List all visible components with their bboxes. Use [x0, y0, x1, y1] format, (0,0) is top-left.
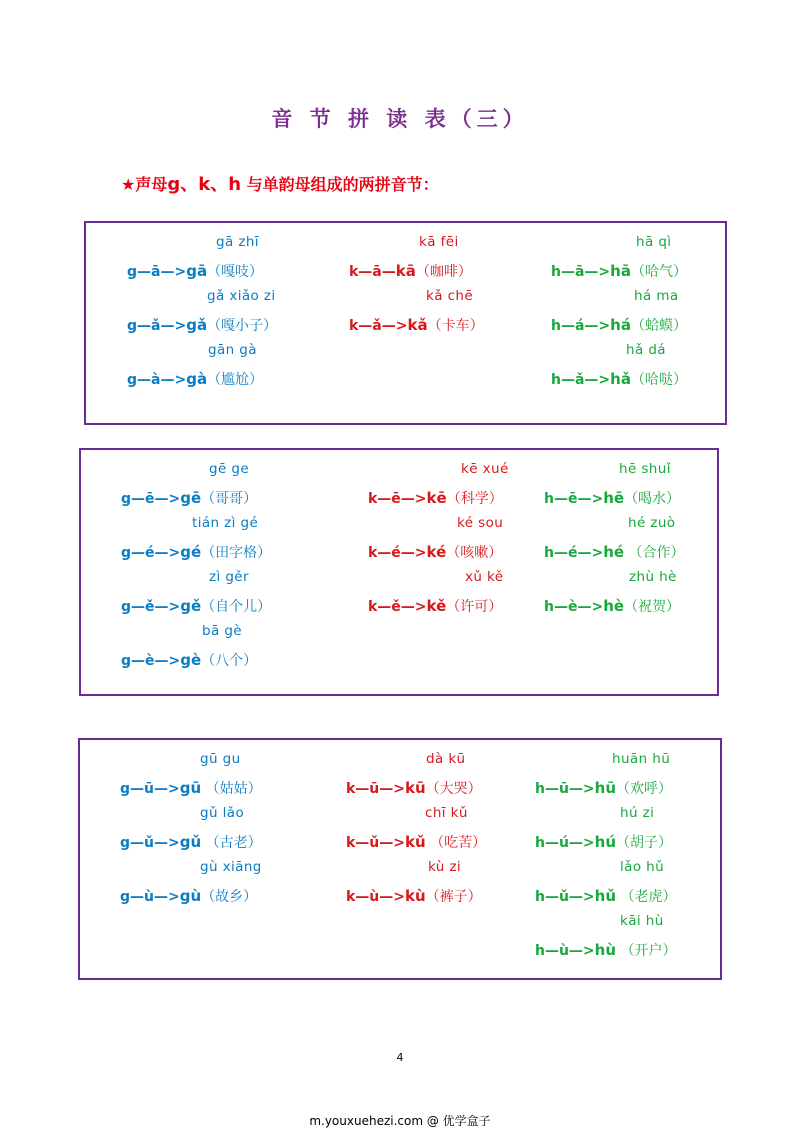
pinyin-label: hé zuò — [628, 515, 676, 531]
example-word: （咳嗽） — [446, 545, 503, 561]
result-syllable: hē — [603, 489, 625, 507]
example-word: （胡子） — [616, 835, 673, 851]
formula-row — [349, 261, 472, 281]
result-syllable: gě — [180, 597, 202, 615]
example-word: （故乡） — [201, 889, 258, 905]
result-syllable: hū — [594, 779, 617, 797]
example-word: （哥哥） — [201, 491, 258, 507]
formula-row — [121, 596, 271, 616]
formula-row — [121, 542, 271, 562]
formula-text: h—ǎ—> — [551, 372, 611, 388]
subtitle-suffix: 与单韵母组成的两拼音节： — [246, 175, 439, 194]
pinyin-label: gē ge — [209, 461, 250, 477]
formula-row — [535, 778, 672, 798]
formula-text: k—ē—> — [368, 491, 427, 507]
formula-row — [127, 261, 263, 281]
formula-text: h—ú—> — [535, 835, 595, 851]
result-syllable: kě — [426, 597, 447, 615]
subtitle-prefix: 声母 — [135, 175, 168, 194]
formula-text: g—à—> — [127, 372, 187, 388]
example-word: （欢呼） — [616, 781, 673, 797]
example-word: （许可） — [446, 599, 503, 615]
formula-text: h—ā—> — [551, 264, 611, 280]
formula-row — [544, 542, 685, 562]
formula-row — [544, 596, 680, 616]
example-word: （喝水） — [624, 491, 681, 507]
pinyin-label: kā fēi — [419, 234, 459, 250]
result-syllable: kā — [395, 262, 416, 280]
result-syllable: kǔ — [405, 833, 426, 851]
formula-text: h—ǔ—> — [535, 889, 595, 905]
formula-row — [551, 369, 687, 389]
result-syllable: hú — [594, 833, 617, 851]
example-word: （合作） — [624, 545, 685, 561]
pinyin-label: hǎ dá — [626, 342, 666, 358]
example-word: （八个） — [201, 653, 258, 669]
result-syllable: gā — [186, 262, 208, 280]
pinyin-label: gǎ xiǎo zi — [207, 288, 276, 304]
formula-text: g—ù—> — [120, 889, 180, 905]
result-syllable: kē — [426, 489, 447, 507]
result-syllable: gǔ — [179, 833, 202, 851]
formula-text: k—ǔ—> — [346, 835, 406, 851]
formula-text: k—ù—> — [346, 889, 406, 905]
pinyin-label: hú zi — [620, 805, 655, 821]
formula-row — [127, 315, 277, 335]
formula-text: k—ě—> — [368, 599, 427, 615]
example-word: （哈哒） — [630, 372, 687, 388]
formula-text: g—ū—> — [120, 781, 180, 797]
pinyin-label: kù zi — [428, 859, 462, 875]
formula-row — [535, 940, 676, 960]
formula-row — [368, 542, 502, 562]
formula-text: h—è—> — [544, 599, 604, 615]
page-number: 4 — [396, 1051, 404, 1064]
result-syllable: hè — [603, 597, 625, 615]
formula-row — [551, 261, 687, 281]
result-syllable: kù — [405, 887, 426, 905]
example-word: （嘎小子） — [207, 318, 278, 334]
example-word: （科学） — [446, 491, 503, 507]
example-word: （自个儿） — [201, 599, 272, 615]
pinyin-label: lǎo hǔ — [620, 859, 665, 875]
result-syllable: hǎ — [610, 370, 631, 388]
result-syllable: gē — [180, 489, 202, 507]
formula-row — [368, 488, 503, 508]
pinyin-label: ké sou — [457, 515, 504, 531]
example-word: （卡车） — [427, 318, 484, 334]
formula-text: g—ě—> — [121, 599, 181, 615]
result-syllable: hé — [603, 543, 625, 561]
pinyin-label: tián zì gé — [192, 515, 259, 531]
formula-row — [535, 886, 676, 906]
example-word: （咖啡） — [415, 264, 472, 280]
example-word: （裤子） — [425, 889, 482, 905]
formula-row — [120, 778, 262, 798]
formula-row — [368, 596, 502, 616]
example-word: （嘎吱） — [207, 264, 264, 280]
result-syllable: kū — [405, 779, 426, 797]
pinyin-label: zì gěr — [209, 569, 249, 585]
formula-text: k—ū—> — [346, 781, 406, 797]
example-word: （哈气） — [630, 264, 687, 280]
formula-row — [551, 315, 687, 335]
formula-row — [121, 488, 257, 508]
pinyin-label: kāi hù — [620, 913, 664, 929]
formula-row — [346, 832, 486, 852]
example-word: （田字格） — [201, 545, 272, 561]
example-word: （吃苦） — [425, 835, 487, 851]
pinyin-label: kē xué — [461, 461, 509, 477]
pinyin-label: há ma — [634, 288, 679, 304]
formula-text: h—á—> — [551, 318, 611, 334]
pinyin-label: hē shuǐ — [619, 461, 671, 477]
result-syllable: gè — [180, 651, 202, 669]
result-syllable: kǎ — [407, 316, 428, 334]
pinyin-label: xǔ kě — [465, 569, 504, 585]
result-syllable: gà — [186, 370, 208, 388]
formula-text: h—é—> — [544, 545, 604, 561]
star-icon: ★ — [121, 175, 136, 194]
formula-row — [349, 315, 484, 335]
result-syllable: ké — [426, 543, 447, 561]
result-syllable: hù — [594, 941, 617, 959]
pinyin-label: gǔ lǎo — [200, 805, 245, 821]
page-title: 音 节 拼 读 表（三） — [271, 106, 529, 131]
pinyin-label: dà kū — [426, 751, 466, 767]
formula-row — [346, 778, 482, 798]
result-syllable: gé — [180, 543, 202, 561]
example-word: （大哭） — [425, 781, 482, 797]
formula-text: k—é—> — [368, 545, 427, 561]
formula-text: g—è—> — [121, 653, 181, 669]
example-word: （古老） — [201, 835, 262, 851]
footer-source: m.youxuehezi.com @ 优学盒子 — [309, 1114, 491, 1128]
example-word: （蛤蟆） — [630, 318, 687, 334]
result-syllable: hā — [610, 262, 631, 280]
pinyin-label: chī kǔ — [425, 805, 468, 821]
result-syllable: gǎ — [186, 316, 208, 334]
pinyin-label: bā gè — [202, 623, 243, 639]
formula-row — [121, 650, 257, 670]
formula-row — [535, 832, 672, 852]
formula-text: k—ā— — [349, 264, 396, 280]
result-syllable: gū — [179, 779, 202, 797]
pinyin-label: gū gu — [200, 751, 241, 767]
formula-text: g—é—> — [121, 545, 181, 561]
pinyin-label: gān gà — [208, 342, 257, 358]
formula-row — [127, 369, 263, 389]
subtitle-initials: g、k、h — [167, 174, 242, 195]
pinyin-label: gā zhī — [216, 234, 259, 250]
formula-text: h—ū—> — [535, 781, 595, 797]
pinyin-label: hā qì — [636, 234, 672, 250]
example-word: （祝贺） — [624, 599, 681, 615]
example-word: （姑姑） — [201, 781, 262, 797]
result-syllable: gù — [179, 887, 202, 905]
pinyin-label: huān hū — [612, 751, 671, 767]
pinyin-label: gù xiāng — [200, 859, 262, 875]
formula-text: h—ù—> — [535, 943, 595, 959]
formula-row — [544, 488, 680, 508]
formula-text: h—ē—> — [544, 491, 604, 507]
formula-text: g—ē—> — [121, 491, 181, 507]
formula-text: g—ǔ—> — [120, 835, 180, 851]
formula-text: g—ā—> — [127, 264, 187, 280]
example-word: （老虎） — [616, 889, 677, 905]
formula-text: g—ǎ—> — [127, 318, 187, 334]
section-subtitle — [121, 170, 439, 196]
result-syllable: hǔ — [594, 887, 617, 905]
formula-row — [120, 832, 262, 852]
formula-row — [120, 886, 257, 906]
pinyin-label: kǎ chē — [426, 288, 474, 304]
example-word: （尴尬） — [207, 372, 264, 388]
result-syllable: há — [610, 316, 631, 334]
formula-row — [346, 886, 482, 906]
formula-text: k—ǎ—> — [349, 318, 408, 334]
pinyin-label: zhù hè — [629, 569, 677, 585]
example-word: （开户） — [616, 943, 677, 959]
